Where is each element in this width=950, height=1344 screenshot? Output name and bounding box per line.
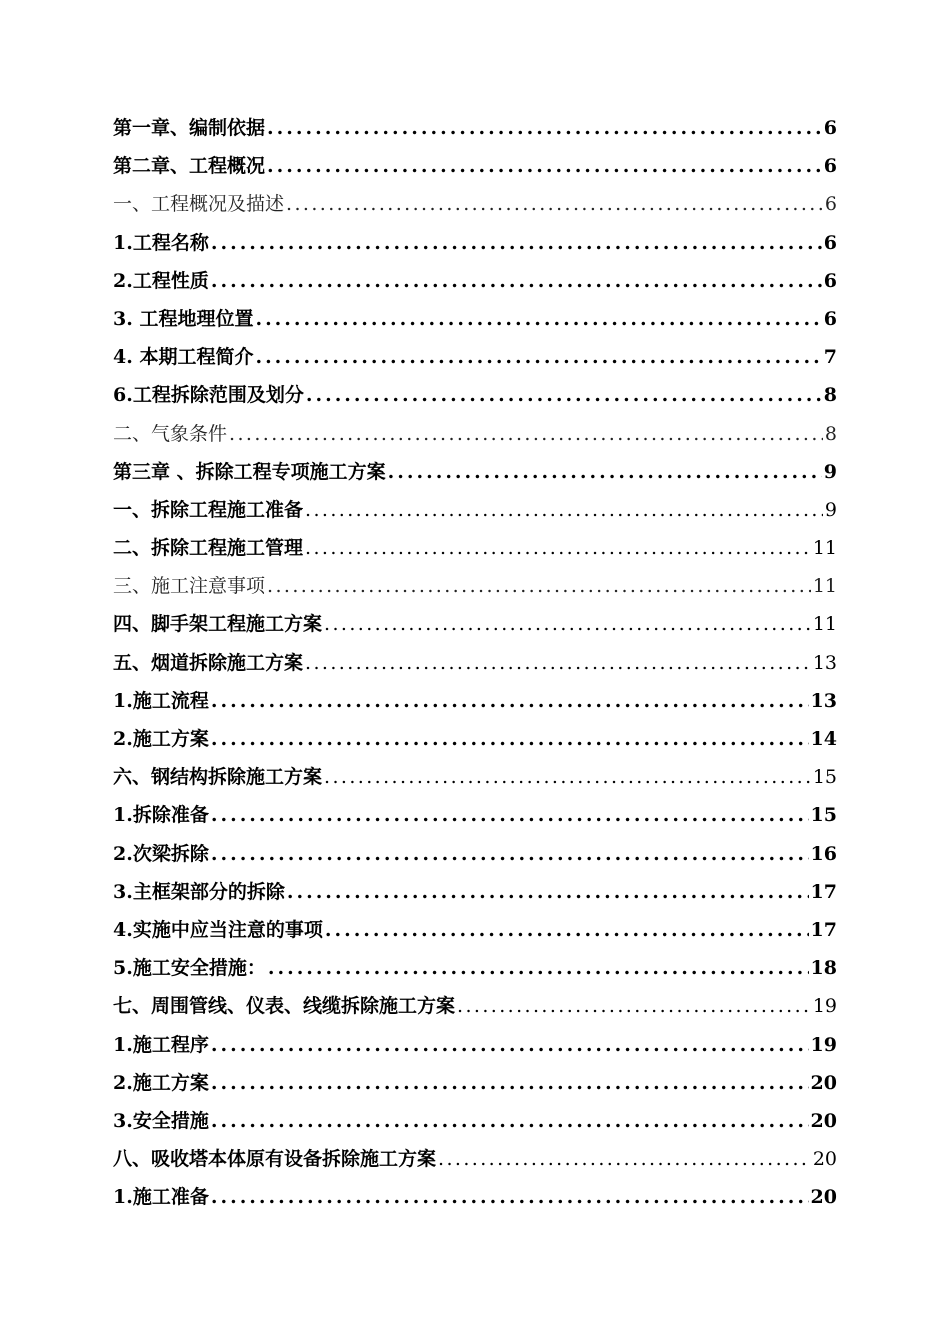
toc-entry[interactable] xyxy=(113,1064,837,1102)
toc-entry-title: 第一章、编制依据 xyxy=(113,117,266,139)
toc-dot-leader xyxy=(211,1064,809,1102)
toc-page-number: 8 xyxy=(823,384,837,407)
toc-page-number: 6 xyxy=(823,117,837,139)
toc-dot-leader xyxy=(211,720,809,758)
toc-dot-leader xyxy=(388,453,822,491)
toc-entry-title: 3. 工程地理位置 xyxy=(113,307,254,330)
toc-entry[interactable] xyxy=(113,949,837,987)
toc-entry[interactable] xyxy=(113,682,837,720)
toc-entry[interactable] xyxy=(113,147,837,185)
toc-entry-title: 1.施工准备 xyxy=(113,1186,209,1209)
toc-dot-leader xyxy=(325,911,809,949)
toc-entry-title: 1.拆除准备 xyxy=(113,804,209,827)
toc-entry-title: 三、施工注意事项 xyxy=(113,575,266,598)
toc-entry-title: 八、吸收塔本体原有设备拆除施工方案 xyxy=(113,1148,437,1171)
toc-entry[interactable] xyxy=(113,338,837,376)
toc-page-number: 15 xyxy=(812,766,837,789)
toc-entry-title: 1.施工流程 xyxy=(113,689,209,712)
toc-entry[interactable] xyxy=(113,567,837,605)
toc-dot-leader xyxy=(287,873,809,911)
toc-dot-leader xyxy=(211,224,822,262)
toc-page-number: 6 xyxy=(823,155,837,178)
toc-page-number: 20 xyxy=(812,1148,837,1171)
toc-entry[interactable] xyxy=(113,224,837,262)
toc-page-number: 11 xyxy=(812,537,837,560)
toc-page-number: 20 xyxy=(810,1071,837,1094)
toc-page-number: 11 xyxy=(812,575,837,598)
toc-entry[interactable] xyxy=(113,796,837,834)
toc-dot-leader xyxy=(211,835,809,873)
toc-entry[interactable] xyxy=(113,109,837,147)
toc-entry[interactable] xyxy=(113,491,837,529)
toc-entry-title: 四、脚手架工程施工方案 xyxy=(113,613,323,636)
toc-dot-leader xyxy=(211,1178,809,1216)
toc-entry-title: 2.工程性质 xyxy=(113,269,209,292)
toc-entry-title: 一、工程概况及描述 xyxy=(113,193,285,216)
toc-page-number: 15 xyxy=(810,804,837,827)
toc-entry[interactable] xyxy=(113,185,837,223)
toc-entry[interactable] xyxy=(113,262,837,300)
toc-dot-leader xyxy=(211,1026,809,1064)
toc-entry-title: 2.施工方案 xyxy=(113,1071,209,1094)
toc-dot-leader xyxy=(438,1140,811,1178)
toc-entry-title: 3.主框架部分的拆除 xyxy=(113,880,285,903)
toc-page-number: 20 xyxy=(810,1109,837,1132)
toc-dot-leader xyxy=(305,529,811,567)
toc-entry-title: 六、钢结构拆除施工方案 xyxy=(113,766,323,789)
toc-dot-leader xyxy=(211,682,809,720)
toc-dot-leader xyxy=(267,147,822,185)
toc-page-number: 13 xyxy=(810,689,837,712)
toc-entry[interactable] xyxy=(113,987,837,1025)
toc-page-number: 20 xyxy=(810,1186,837,1209)
toc-page-number: 7 xyxy=(823,346,837,369)
toc-dot-leader xyxy=(457,987,811,1025)
toc-entry[interactable] xyxy=(113,1140,837,1178)
table-of-contents xyxy=(113,109,837,1216)
toc-dot-leader xyxy=(306,376,822,414)
toc-page-number: 11 xyxy=(812,613,837,636)
toc-entry-title: 七、周围管线、仪表、线缆拆除施工方案 xyxy=(113,995,456,1018)
toc-page-number: 6 xyxy=(823,269,837,292)
toc-entry-title: 二、拆除工程施工管理 xyxy=(113,537,304,560)
toc-entry-title: 1.工程名称 xyxy=(113,231,209,254)
toc-entry[interactable] xyxy=(113,376,837,414)
toc-entry-title: 4. 本期工程简介 xyxy=(113,346,254,369)
toc-dot-leader xyxy=(267,109,822,147)
toc-dot-leader xyxy=(211,796,809,834)
toc-page-number: 6 xyxy=(823,307,837,330)
toc-entry-title: 第三章 、拆除工程专项施工方案 xyxy=(113,460,386,483)
toc-entry[interactable] xyxy=(113,529,837,567)
toc-entry[interactable] xyxy=(113,720,837,758)
toc-entry[interactable] xyxy=(113,1026,837,1064)
toc-entry[interactable] xyxy=(113,644,837,682)
toc-entry[interactable] xyxy=(113,453,837,491)
toc-entry[interactable] xyxy=(113,415,837,453)
toc-entry[interactable] xyxy=(113,911,837,949)
toc-page-number: 17 xyxy=(810,918,837,941)
toc-page-number: 18 xyxy=(810,957,837,980)
toc-entry-title: 3.安全措施 xyxy=(113,1109,209,1132)
toc-dot-leader xyxy=(286,185,823,223)
toc-page-number: 6 xyxy=(823,231,837,254)
toc-entry[interactable] xyxy=(113,873,837,911)
toc-entry-title: 4.实施中应当注意的事项 xyxy=(113,918,323,941)
toc-page-number: 19 xyxy=(812,995,837,1018)
toc-page-number: 9 xyxy=(823,460,837,483)
toc-dot-leader xyxy=(267,567,811,605)
toc-entry-title: 2.施工方案 xyxy=(113,728,209,750)
toc-dot-leader xyxy=(324,605,811,643)
toc-entry-title: 2.次梁拆除 xyxy=(113,842,209,865)
toc-page-number: 16 xyxy=(810,842,837,865)
toc-page-number: 13 xyxy=(812,651,837,674)
toc-dot-leader xyxy=(211,262,822,300)
toc-page-number: 17 xyxy=(810,880,837,903)
toc-dot-leader xyxy=(268,949,809,987)
toc-dot-leader xyxy=(255,300,821,338)
toc-entry-title: 一、拆除工程施工准备 xyxy=(113,498,304,521)
toc-entry-title: 5.施工安全措施： xyxy=(113,957,266,980)
toc-entry[interactable] xyxy=(113,758,837,796)
toc-entry[interactable] xyxy=(113,605,837,643)
toc-dot-leader xyxy=(255,338,821,376)
toc-dot-leader xyxy=(324,758,811,796)
toc-dot-leader xyxy=(305,491,823,529)
toc-entry[interactable] xyxy=(113,1102,837,1140)
toc-entry-title: 五、烟道拆除施工方案 xyxy=(113,651,304,674)
toc-entry-title: 第二章、工程概况 xyxy=(113,155,266,178)
toc-entry[interactable] xyxy=(113,300,837,338)
toc-page-number: 9 xyxy=(824,498,837,521)
toc-dot-leader xyxy=(305,644,811,682)
toc-entry-title: 1.施工程序 xyxy=(113,1033,209,1056)
toc-page-number: 19 xyxy=(810,1033,837,1056)
toc-entry[interactable] xyxy=(113,1178,837,1216)
toc-dot-leader xyxy=(211,1102,809,1140)
toc-page-number: 14 xyxy=(810,728,837,750)
toc-dot-leader xyxy=(229,415,823,453)
toc-entry-title: 6.工程拆除范围及划分 xyxy=(113,384,304,407)
toc-page-number: 6 xyxy=(824,193,837,216)
toc-page-number: 8 xyxy=(824,422,837,445)
toc-entry[interactable] xyxy=(113,835,837,873)
toc-entry-title: 二、气象条件 xyxy=(113,422,228,445)
